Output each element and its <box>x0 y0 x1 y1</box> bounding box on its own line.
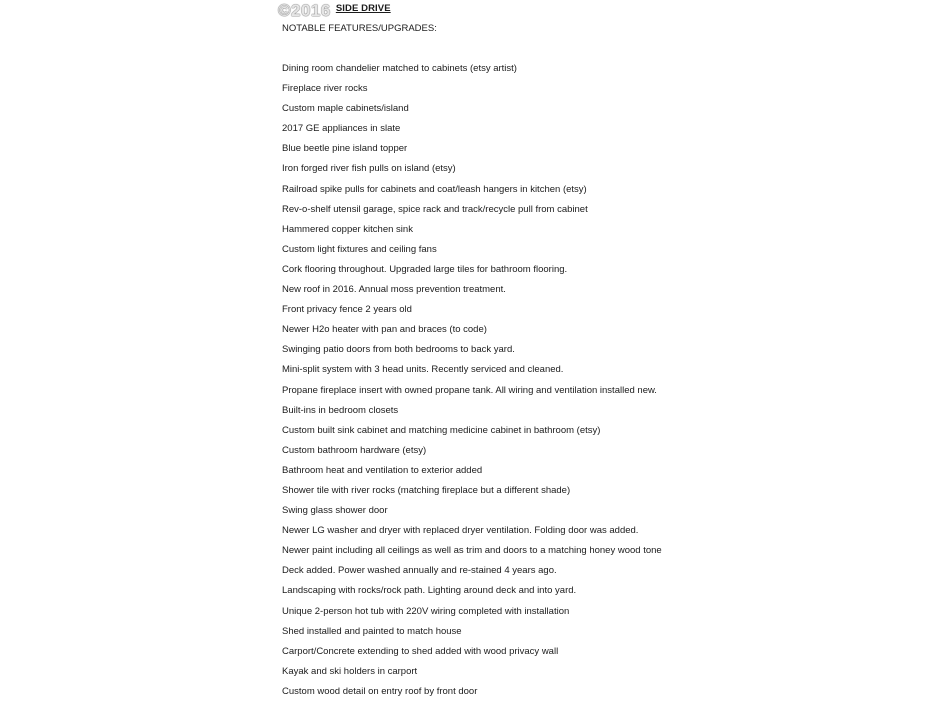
copyright-watermark: ©2016 <box>278 1 331 20</box>
feature-item: Rev-o-shelf utensil garage, spice rack and track/recycle pull from cabinet <box>282 203 588 215</box>
feature-item: Custom bathroom hardware (etsy) <box>282 444 427 456</box>
feature-item: Cork flooring throughout. Upgraded large tiles for bathroom flooring. <box>282 263 568 275</box>
feature-item: Unique 2-person hot tub with 220V wiring completed with installation <box>282 605 570 617</box>
feature-item: 2017 GE appliances in slate <box>282 123 401 135</box>
feature-item: Hammered copper kitchen sink <box>282 223 413 235</box>
feature-item: Shower tile with river rocks (matching fireplace but a different shade) <box>282 484 571 496</box>
heading-text: SIDE DRIVE <box>335 3 391 14</box>
feature-item: Carport/Concrete extending to shed added with wood privacy wall <box>282 645 559 657</box>
feature-item: Newer LG washer and dryer with replaced dryer ventilation. Folding door was added. <box>282 525 639 537</box>
feature-item: Custom wood detail on entry roof by front door <box>282 685 478 697</box>
feature-item: Iron forged river fish pulls on island (etsy) <box>282 163 456 175</box>
feature-item: Blue beetle pine island topper <box>282 143 408 155</box>
feature-item: Fireplace river rocks <box>282 83 368 95</box>
feature-item: Dining room chandelier matched to cabinets (etsy artist) <box>282 63 517 74</box>
features-list <box>282 63 662 706</box>
feature-item: Front privacy fence 2 years old <box>282 304 412 316</box>
feature-item: Swing glass shower door <box>282 505 388 517</box>
feature-item: Deck added. Power washed annually and re-stained 4 years ago. <box>282 565 557 577</box>
feature-item: Landscaping with rocks/rock path. Lighting around deck and into yard. <box>282 585 577 597</box>
feature-item: Propane fireplace insert with owned propane tank. All wiring and ventilation installed new. <box>282 384 657 396</box>
feature-item: Mini-split system with 3 head units. Recently serviced and cleaned. <box>282 364 564 376</box>
feature-item: Shed installed and painted to match house <box>282 625 462 637</box>
feature-item: Newer H2o heater with pan and braces (to code) <box>282 324 487 336</box>
feature-item: Custom light fixtures and ceiling fans <box>282 243 437 255</box>
feature-item: Custom built sink cabinet and matching medicine cabinet in bathroom (etsy) <box>282 424 601 436</box>
feature-item: Bathroom heat and ventilation to exterior added <box>282 464 483 476</box>
feature-item: Kayak and ski holders in carport <box>282 665 418 677</box>
feature-item: Built-ins in bedroom closets <box>282 404 399 416</box>
feature-item: Railroad spike pulls for cabinets and coat/leash hangers in kitchen (etsy) <box>282 183 587 195</box>
features-subheading: NOTABLE FEATURES/UPGRADES: <box>282 23 437 34</box>
feature-item: Newer paint including all ceilings as well as trim and doors to a matching honey wood tone <box>282 545 662 557</box>
feature-item: Custom maple cabinets/island <box>282 103 409 115</box>
feature-item: Swinging patio doors from both bedrooms to back yard. <box>282 344 515 356</box>
feature-item: New roof in 2016. Annual moss prevention treatment. <box>282 284 506 296</box>
